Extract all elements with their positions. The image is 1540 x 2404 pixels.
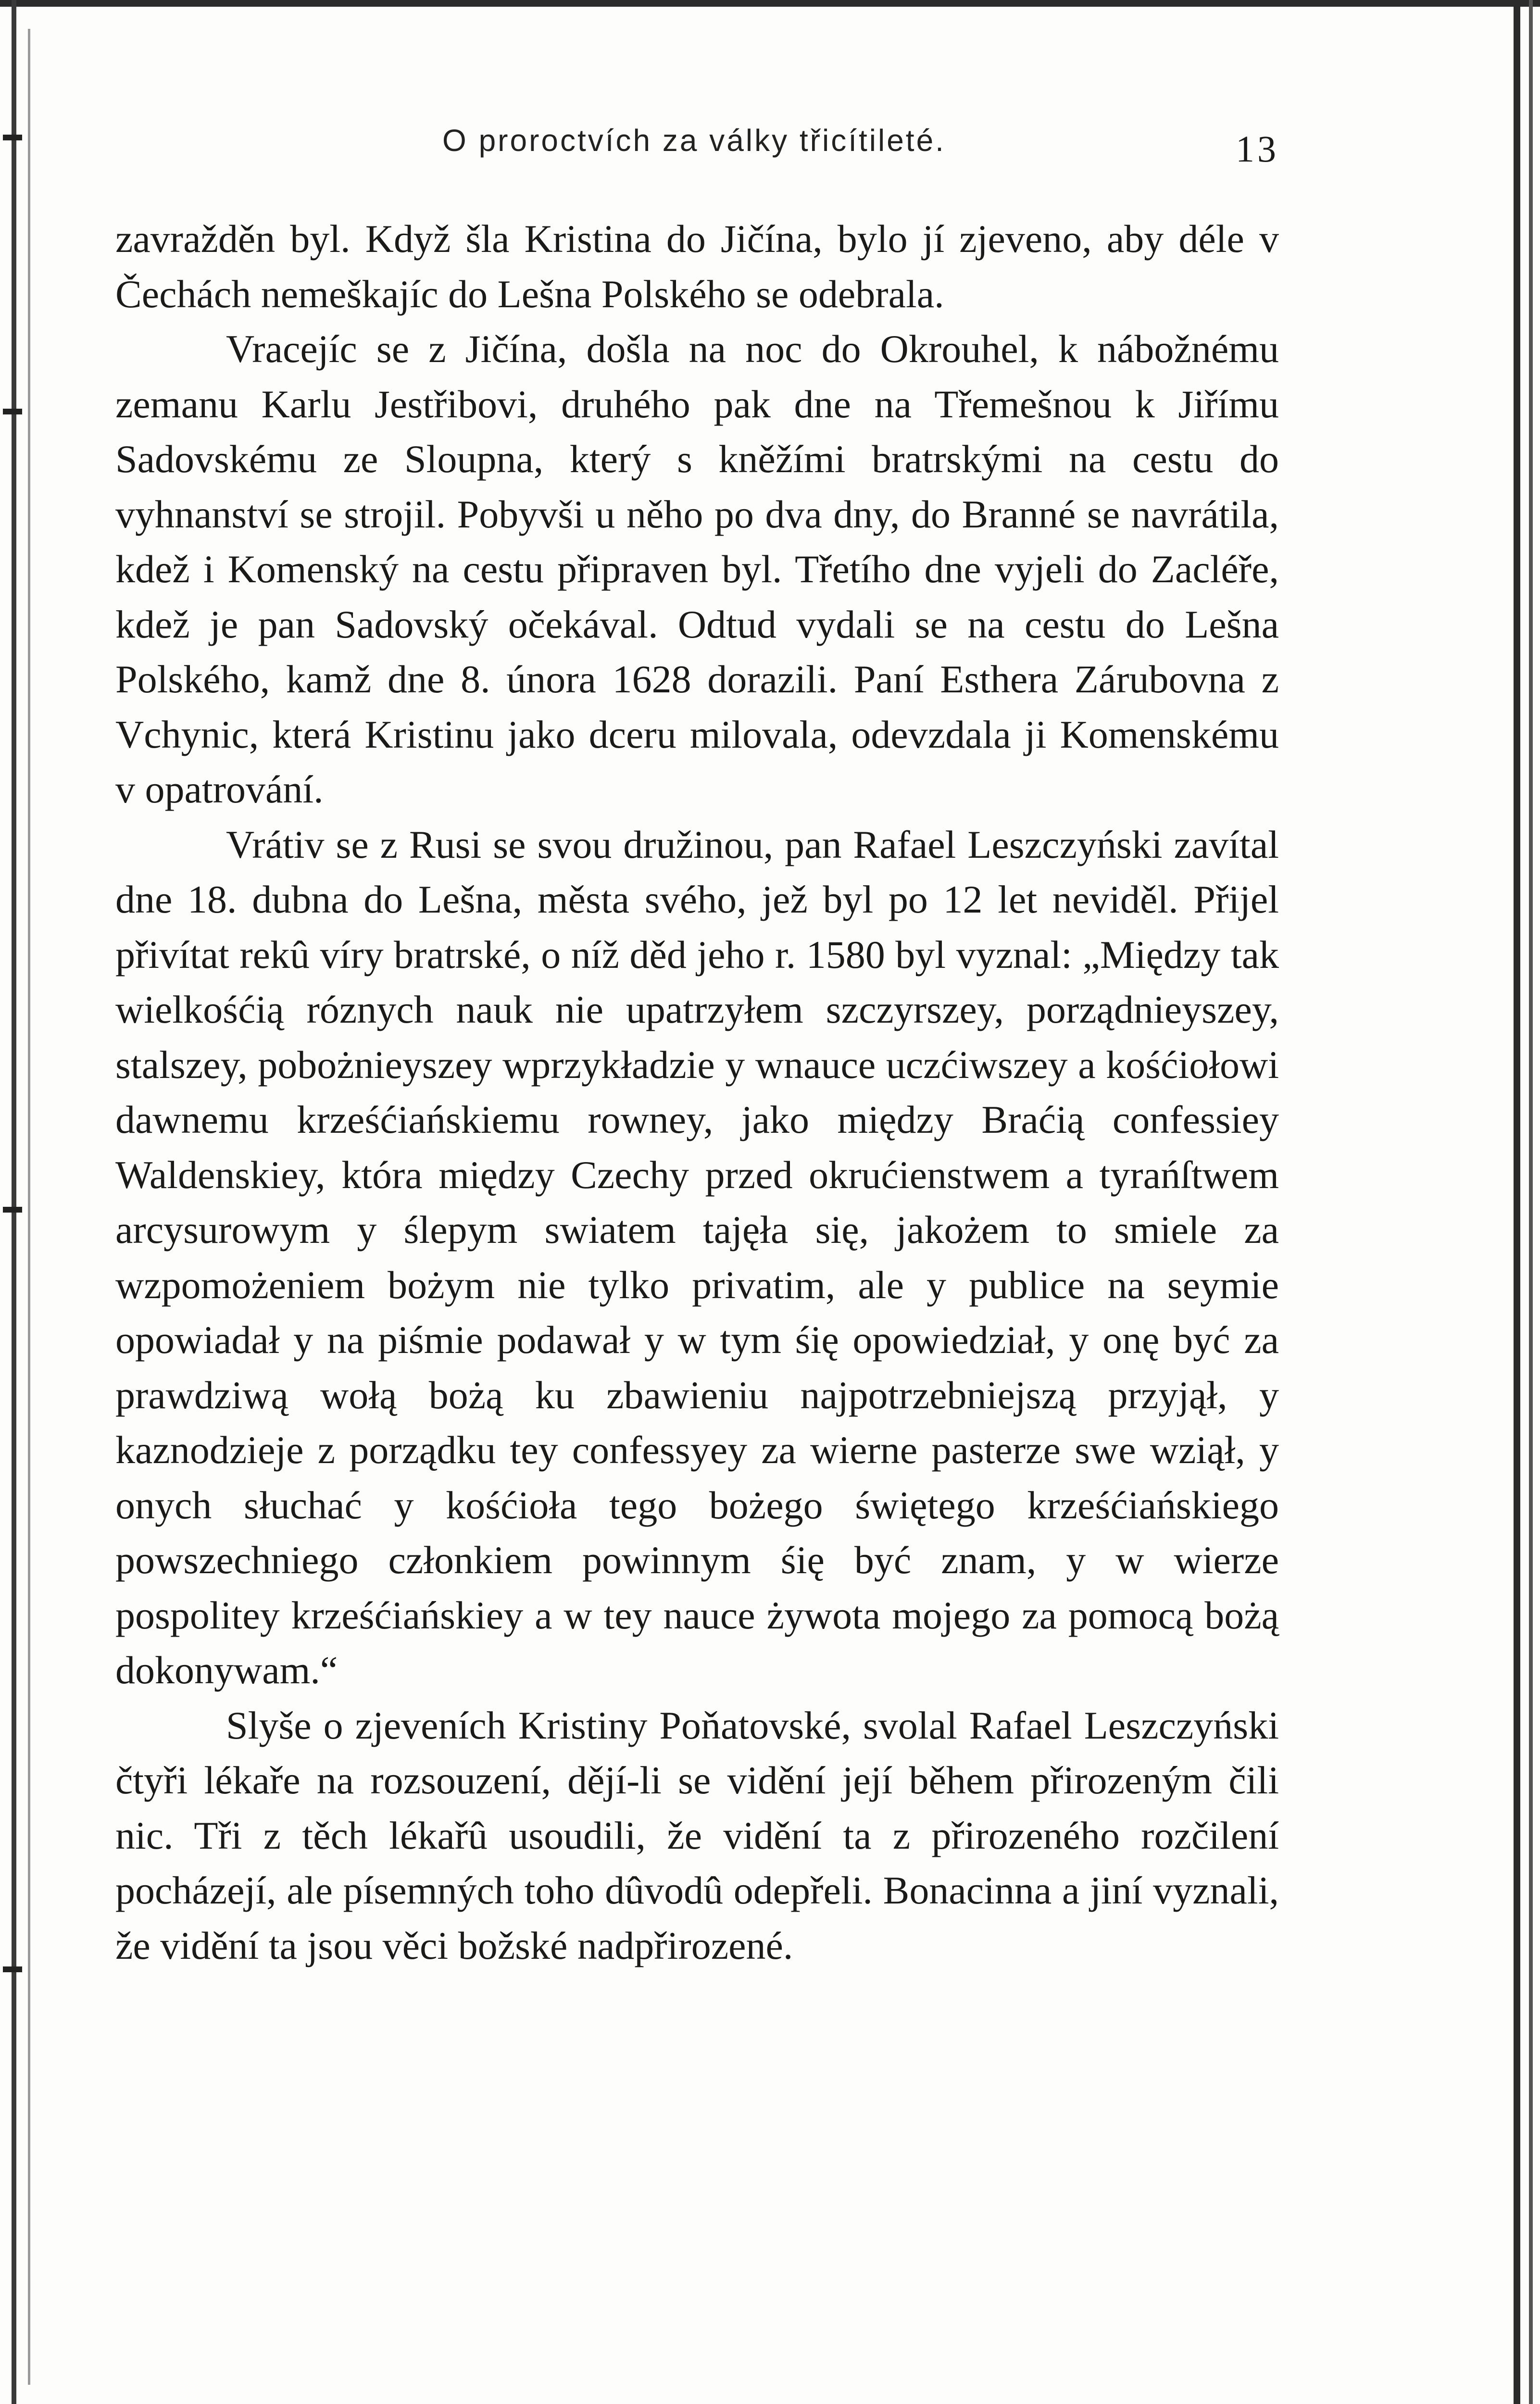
scan-border-right-outer (1529, 0, 1533, 2404)
scan-border-right (1514, 0, 1520, 2404)
scan-border-left (12, 0, 16, 2404)
scan-mark (3, 1207, 22, 1213)
scan-border-top (0, 0, 1540, 7)
scan-mark (3, 1966, 22, 1972)
paragraph-4: Slyše o zjeveních Kristiny Poňatovské, svolal Rafael Leszczyński čtyři lékaře na rozsouzení, dějí-li se vidění její během přirozeným čili nic. Tři z těch lékařû usoudili, že vidění ta z přirozeného rozčilení pocházejí, ale písemných toho dûvodû odepřeli. Bonacinna a jiní vyznali, že vidění ta jsou věci božské nadpřirozené. (115, 1703, 1279, 1967)
scan-border-left-inner (28, 29, 30, 2385)
scan-mark (3, 409, 22, 414)
paragraph-1: zavražděn byl. Když šla Kristina do Jičína, bylo jí zjeveno, aby déle v Čechách nemeškajíc do Lešna Polského se odebrala. (115, 217, 1279, 316)
body-text (115, 212, 1279, 1973)
paragraph-2: Vracejíc se z Jičína, došla na noc do Okrouhel, k nábožnému zemanu Karlu Jestřibovi, druhého pak dne na Třemešnou k Jiřímu Sadovskému ze Sloupna, který s kněžími bratrskými na cestu do vyhnanství se strojil. Pobyvši u něho po dva dny, do Branné se navrátila, kdež i Komenský na cestu připraven byl. Třetího dne vyjeli do Zacléře, kdež je pan Sadovský očekával. Odtud vydali se na cestu do Lešna Polského, kamž dne 8. února 1628 dorazili. Paní Esthera Zárubovna z Vchynic, která Kristinu jako dceru milovala, odevzdala ji Komenskému v opatrování. (115, 327, 1279, 811)
page-number: 13 (1236, 128, 1279, 170)
paragraph-3: Vrátiv se z Rusi se svou družinou, pan Rafael Leszczyński zavítal dne 18. dubna do Lešna, města svého, jež byl po 12 let neviděl. Přijel přivítat rekû víry bratrské, o níž děd jeho r. 1580 byl vyznal: „Między tak wielkośćią róznych nauk nie upatrzyłem szczyrszey, porządnieyszey, stalszey, pobożnieyszey wprzykładzie y wnauce uczćiwszey a kośćiołowi dawnemu krześćiańskiemu rowney, jako między Braćią confessiey Waldenskiey, która między Czechy przed okrućienstwem a tyrańſtwem arcysurowym y ślepym swiatem tajęła się, jakożem to smiele za wzpomożeniem bożym nie tylko privatim, ale y publice na seymie opowiadał y na piśmie podawał y w tym śię opowiedział, y onę być za prawdziwą wołą bożą ku zbawieniu najpotrzebniejszą przyjął, y kaznodzieje z porządku tey confessyey za wierne pasterze swe wziął, y onych słuchać y kośćioła tego bożego świętego krześćiańskiego powszechniego członkiem powinnym śię być znam, y w wierze pospolitey krześćiańskiey a w tey nauce żywota mojego za pomocą bożą dokonywam.“ (115, 822, 1279, 1692)
page-header (0, 118, 1540, 175)
running-head: O proroctvích za války třicítileté. (442, 123, 946, 158)
